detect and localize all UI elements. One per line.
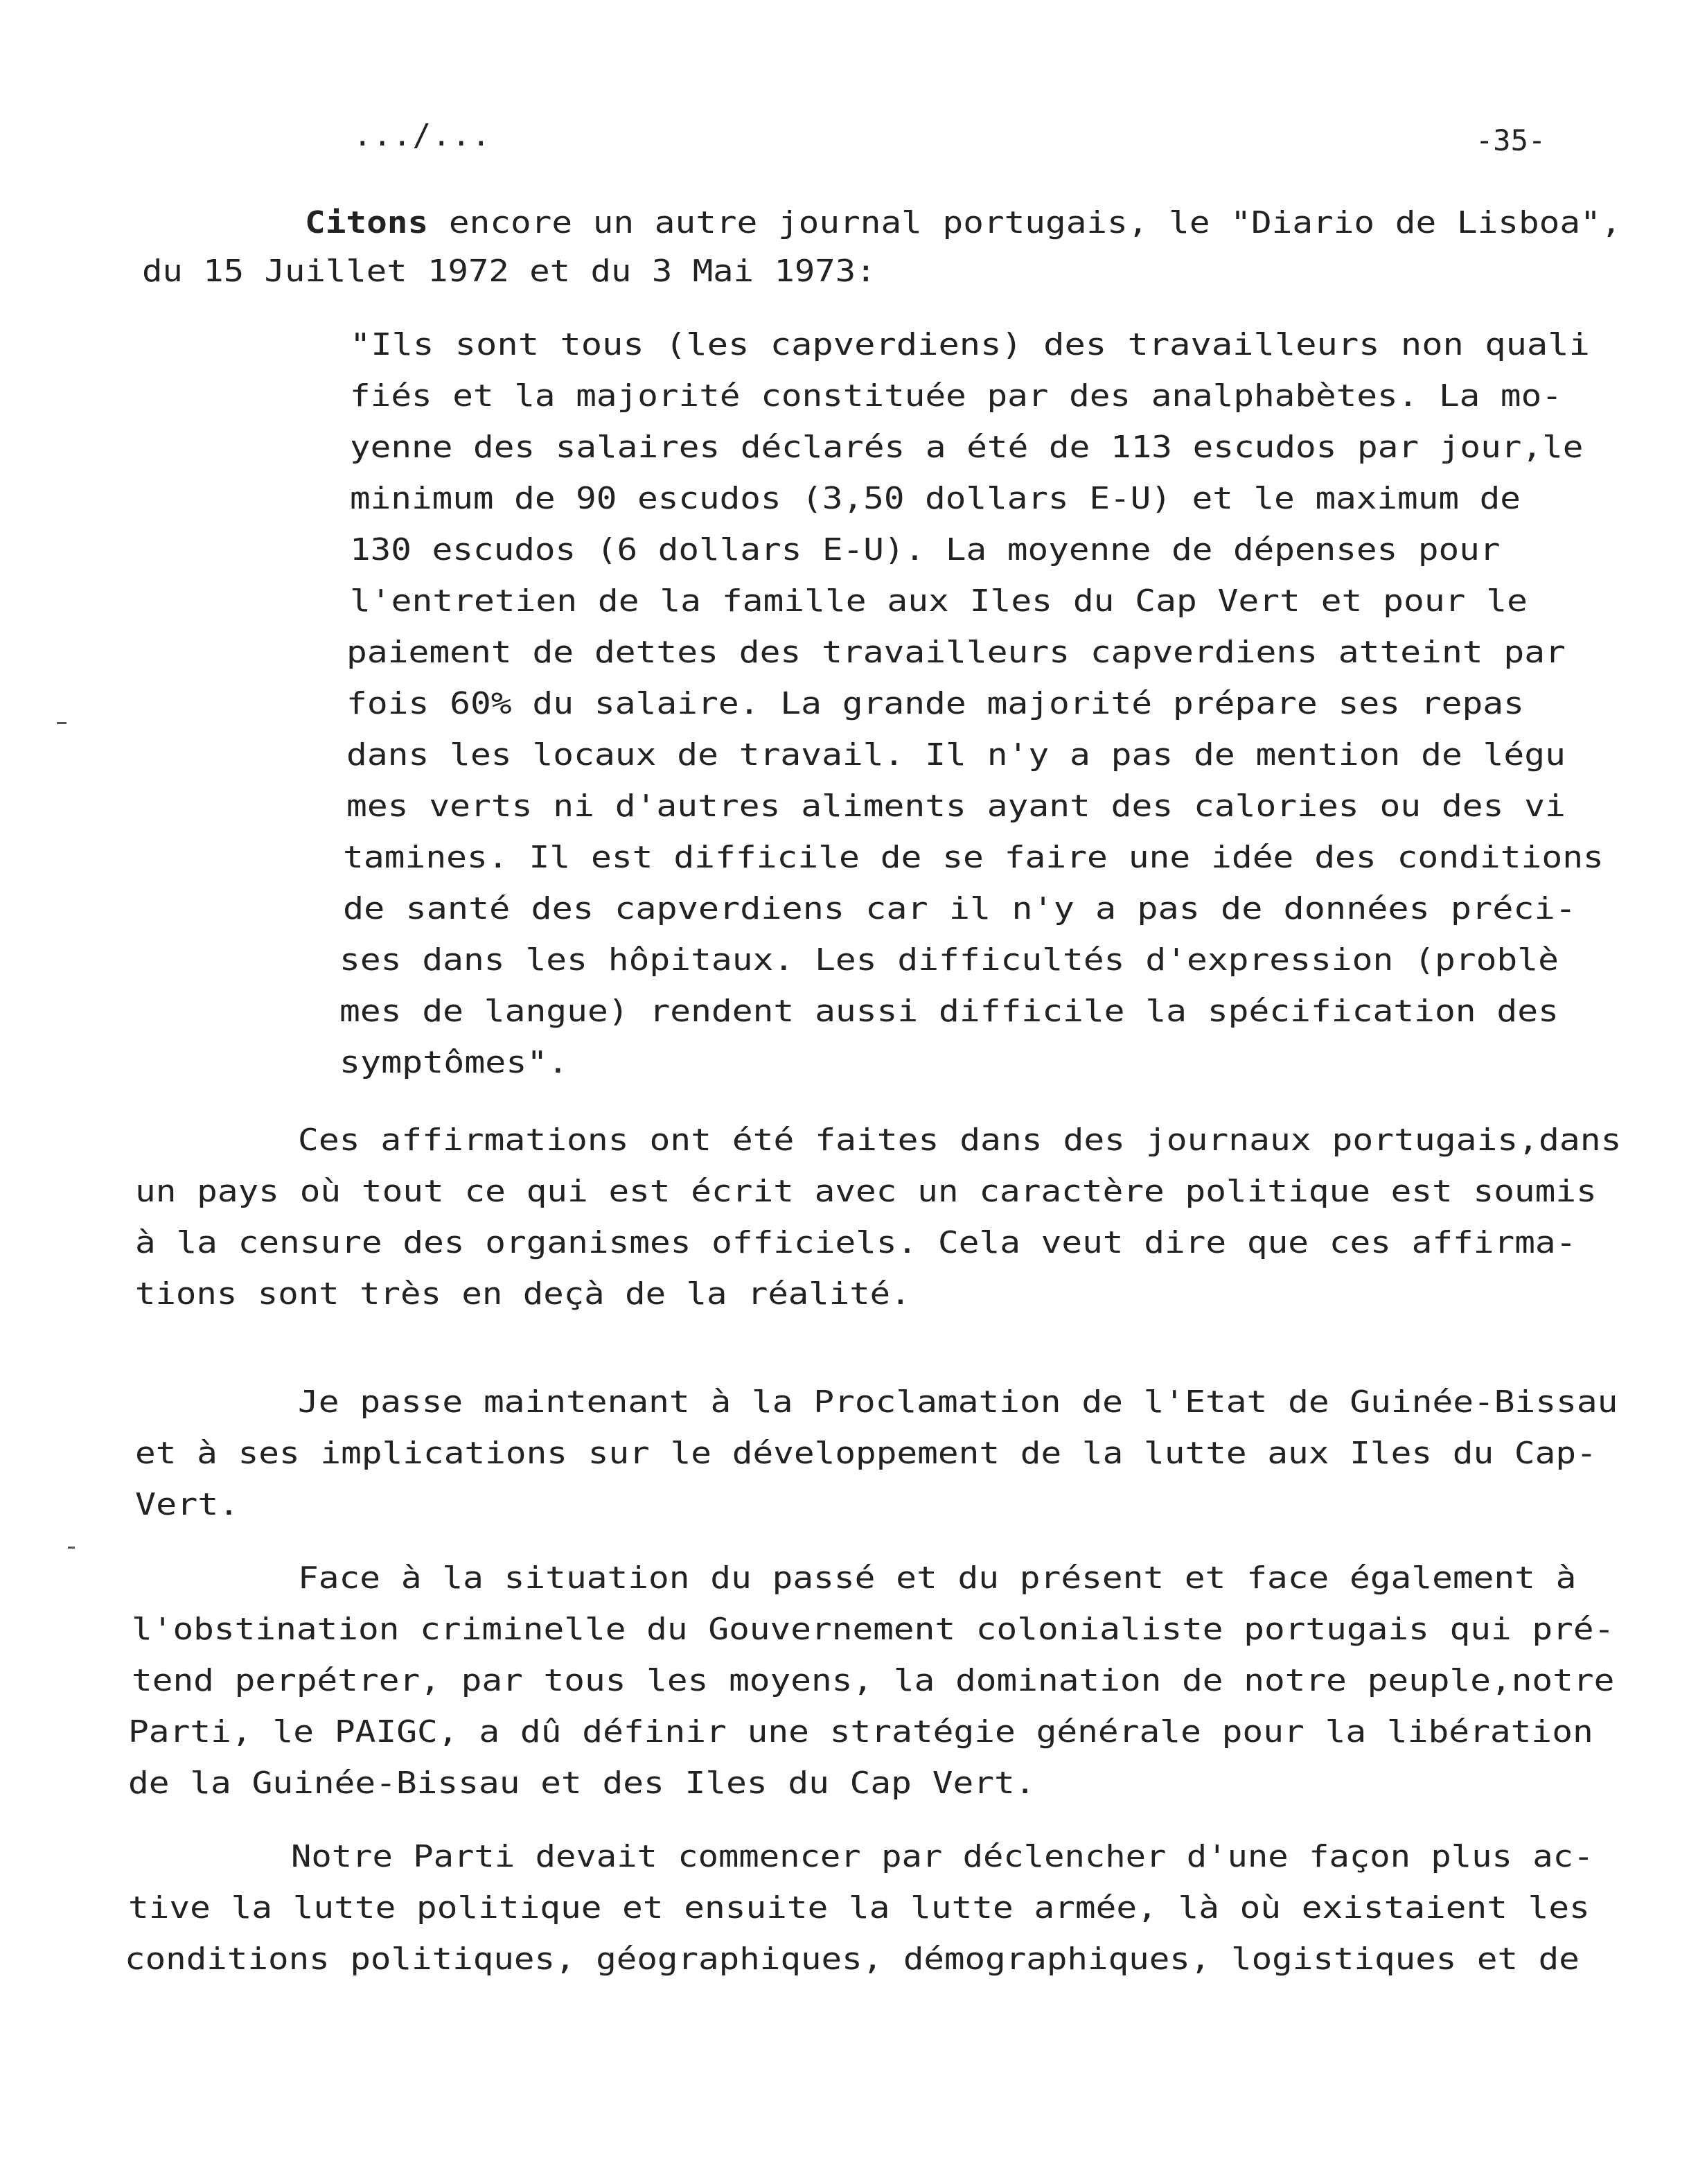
text-line: conditions politiques, géographiques, démographiques, logistiques et de — [125, 1941, 1580, 1977]
text-line: Vert. — [135, 1487, 240, 1522]
text-line: Face à la situation du passé et du présent et face également à — [298, 1560, 1577, 1596]
scan-mark — [57, 722, 67, 724]
text-line: l'obstination criminelle du Gouvernement colonialiste portugais qui pré- — [132, 1612, 1615, 1647]
text-line: à la censure des organismes officiels. Cela veut dire que ces affirma- — [135, 1225, 1577, 1260]
quote-line: ses dans les hôpitaux. Les difficultés d'expression (problè — [339, 942, 1559, 978]
text-line: Ces affirmations ont été faites dans des journaux portugais,dans — [298, 1122, 1622, 1158]
text-line: Notre Parti devait commencer par déclencher d'une façon plus ac- — [291, 1839, 1594, 1874]
text-line: tive la lutte politique et ensuite la lutte armée, là où existaient les — [128, 1890, 1590, 1926]
quote-line: minimum de 90 escudos (3,50 dollars E-U) et le maximum de — [350, 481, 1521, 516]
text-line: du 15 Juillet 1972 et du 3 Mai 1973: — [142, 254, 876, 289]
text-line: Je passe maintenant à la Proclamation de l'Etat de Guinée-Bissau — [298, 1384, 1618, 1420]
text-line: un pays où tout ce qui est écrit avec un caractère politique est soumis — [135, 1174, 1597, 1209]
quote-line: mes de langue) rendent aussi difficile la spécification des — [339, 994, 1559, 1029]
scan-mark — [68, 1547, 75, 1549]
quote-line: tamines. Il est difficile de se faire une idée des conditions — [343, 840, 1604, 875]
quote-line: fois 60% du salaire. La grande majorité prépare ses repas — [346, 686, 1524, 721]
continuation-mark: .../... — [353, 118, 492, 153]
quote-line: de santé des capverdiens car il n'y a pas de données préci- — [343, 891, 1576, 926]
page-number: -35- — [1476, 123, 1546, 157]
quote-line: "Ils sont tous (les capverdiens) des travailleurs non quali — [350, 327, 1590, 362]
quote-line: dans les locaux de travail. Il n'y a pas de mention de légu — [346, 737, 1566, 773]
quote-line: paiement de dettes des travailleurs capverdiens atteint par — [346, 635, 1566, 670]
text-line: de la Guinée-Bissau et des Iles du Cap Vert. — [128, 1765, 1036, 1801]
quote-line: mes verts ni d'autres aliments ayant des calories ou des vi — [346, 789, 1566, 824]
quote-line: symptômes". — [339, 1045, 569, 1080]
text-line: Citons encore un autre journal portugais, le "Diario de Lisboa", — [305, 205, 1622, 240]
text-line: tend perpétrer, par tous les moyens, la domination de notre peuple,notre — [132, 1663, 1615, 1698]
text-line: et à ses implications sur le développement de la lutte aux Iles du Cap- — [135, 1436, 1597, 1471]
quote-line: l'entretien de la famille aux Iles du Cap Vert et pour le — [350, 583, 1528, 619]
quote-line: fiés et la majorité constituée par des analphabètes. La mo- — [350, 378, 1562, 414]
emphasized-word: Citons — [305, 205, 429, 240]
quote-line: yenne des salaires déclarés a été de 113 escudos par jour,le — [350, 430, 1584, 465]
quote-line: 130 escudos (6 dollars E-U). La moyenne de dépenses pour — [350, 532, 1501, 567]
text-line: tions sont très en deçà de la réalité. — [135, 1276, 911, 1312]
text-line: Parti, le PAIGC, a dû définir une stratégie générale pour la libération — [128, 1714, 1593, 1750]
